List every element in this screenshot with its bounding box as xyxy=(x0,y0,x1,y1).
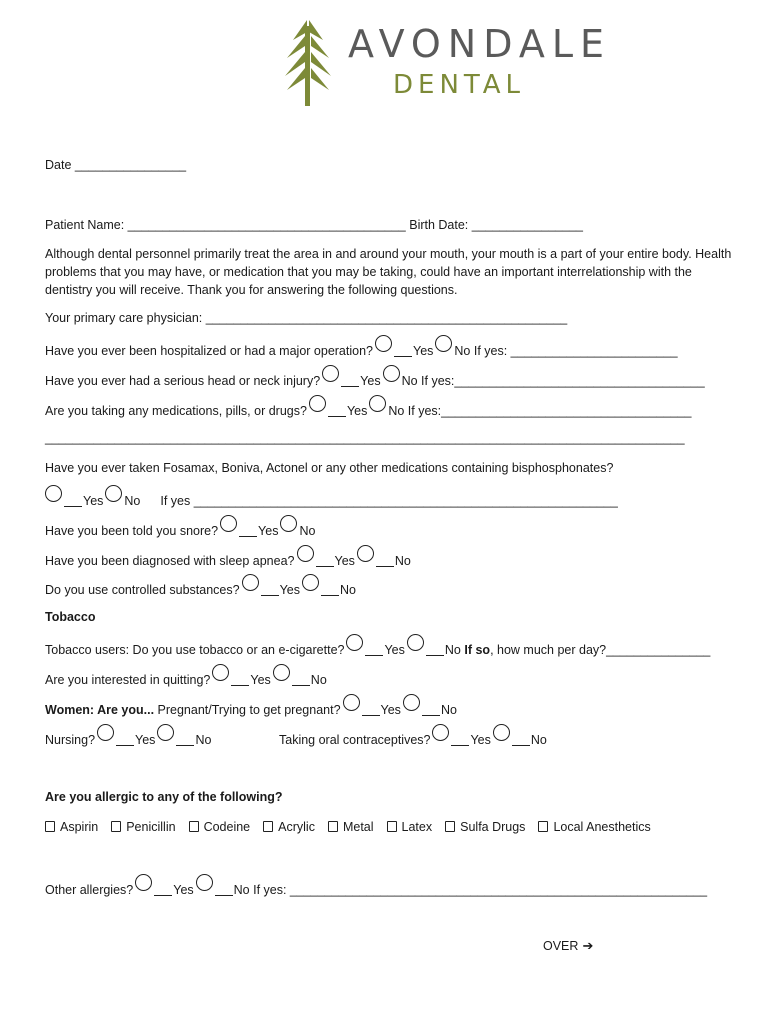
allergy-heading: Are you allergic to any of the following? xyxy=(45,790,283,804)
yes-label: Yes xyxy=(250,673,271,687)
allergy-label: Codeine xyxy=(203,820,251,834)
quitting-yes-radio[interactable] xyxy=(212,664,229,681)
medications-extra-line[interactable]: ____________________________________________________________________________________________ xyxy=(45,431,685,445)
snore-yes-radio[interactable] xyxy=(220,515,237,532)
checkbox[interactable] xyxy=(263,821,273,832)
blank-line xyxy=(292,673,310,686)
question-hospitalized-no-text: No If yes: ________________________ xyxy=(454,344,678,358)
blank-line xyxy=(328,404,346,417)
question-snore-text: Have you been told you snore? xyxy=(45,524,219,538)
checkbox[interactable] xyxy=(189,821,199,832)
other-allergies-yes-radio[interactable] xyxy=(135,874,152,891)
no-label: No xyxy=(310,673,327,687)
yes-label: Yes xyxy=(384,643,405,657)
blank-line xyxy=(341,374,359,387)
yes-label: Yes xyxy=(258,524,279,538)
blank-line xyxy=(451,733,469,746)
tobacco-yes-radio[interactable] xyxy=(346,634,363,651)
blank-line xyxy=(64,494,82,507)
blank-line xyxy=(261,583,279,596)
allergy-option-penicillin[interactable] xyxy=(111,820,175,834)
blank-line xyxy=(394,344,412,357)
pine-tree-icon xyxy=(283,18,333,108)
checkbox[interactable] xyxy=(45,821,55,832)
hospitalized-no-radio[interactable] xyxy=(435,335,452,352)
over-indicator xyxy=(543,938,593,954)
yes-label: Yes xyxy=(413,344,434,358)
blank-line xyxy=(176,733,194,746)
no-label: No xyxy=(530,733,547,747)
bisphosphonates-no-radio[interactable] xyxy=(105,485,122,502)
sleep-apnea-no-radio[interactable] xyxy=(357,545,374,562)
tobacco-per-day: , how much per day?_______________ xyxy=(490,643,711,657)
no-label: No xyxy=(124,494,141,508)
contraceptives-no-radio[interactable] xyxy=(493,724,510,741)
sleep-apnea-yes-radio[interactable] xyxy=(297,545,314,562)
logo-word-avondale: AVONDALE xyxy=(348,22,611,66)
medications-no-radio[interactable] xyxy=(369,395,386,412)
question-nursing xyxy=(45,730,211,747)
question-sleep-apnea xyxy=(45,551,411,568)
question-medications xyxy=(45,401,691,418)
blank-line xyxy=(422,703,440,716)
question-pregnant-text: Pregnant/Trying to get pregnant? xyxy=(157,703,341,717)
allergy-label: Metal xyxy=(342,820,374,834)
allergy-option-sulfa-drugs[interactable] xyxy=(445,820,525,834)
no-label: No xyxy=(444,643,461,657)
quitting-no-radio[interactable] xyxy=(273,664,290,681)
allergy-label: Sulfa Drugs xyxy=(460,820,526,834)
question-head-injury-text: Have you ever had a serious head or neck injury? xyxy=(45,374,321,388)
nursing-no-radio[interactable] xyxy=(157,724,174,741)
question-controlled-substances-text: Do you use controlled substances? xyxy=(45,583,240,597)
other-allergies-no-text: No If yes: ____________________________________________________________ xyxy=(233,883,708,897)
allergy-option-local-anesthetics[interactable] xyxy=(538,820,650,834)
controlled-no-radio[interactable] xyxy=(302,574,319,591)
allergy-label: Penicillin xyxy=(126,820,176,834)
blank-line xyxy=(426,643,444,656)
yes-label: Yes xyxy=(346,404,368,418)
pregnant-yes-radio[interactable] xyxy=(343,694,360,711)
question-other-allergies-text: Other allergies? xyxy=(45,883,134,897)
yes-label: Yes xyxy=(360,374,381,388)
bisphosphonates-answer xyxy=(45,491,618,508)
patient-name-line[interactable] xyxy=(45,218,583,232)
yes-label: Yes xyxy=(135,733,156,747)
allergy-label: Latex xyxy=(401,820,433,834)
question-quitting xyxy=(45,670,327,687)
checkbox[interactable] xyxy=(445,821,455,832)
tobacco-heading: Tobacco xyxy=(45,610,96,624)
question-sleep-apnea-text: Have you been diagnosed with sleep apnea? xyxy=(45,554,295,568)
allergy-option-metal[interactable] xyxy=(328,820,374,834)
logo-word-dental: DENTAL xyxy=(393,70,526,100)
hospitalized-yes-radio[interactable] xyxy=(375,335,392,352)
question-nursing-text: Nursing? xyxy=(45,733,96,747)
blank-line xyxy=(365,643,383,656)
avondale-dental-logo xyxy=(283,18,611,110)
blank-line xyxy=(512,733,530,746)
question-tobacco-text: Tobacco users: Do you use tobacco or an e-cigarette? xyxy=(45,643,345,657)
women-label: Women: Are you... xyxy=(45,703,155,717)
blank-line xyxy=(116,733,134,746)
question-snore xyxy=(45,521,315,538)
question-quitting-text: Are you interested in quitting? xyxy=(45,673,211,687)
question-head-injury xyxy=(45,371,705,388)
arrow-right-icon: ➔ xyxy=(582,938,594,953)
date-label: Date ________________ xyxy=(45,158,187,172)
blank-line xyxy=(376,554,394,567)
allergy-checkbox-row xyxy=(45,820,651,834)
medications-yes-radio[interactable] xyxy=(309,395,326,412)
tobacco-no-radio[interactable] xyxy=(407,634,424,651)
patient-name-label: Patient Name: ________________________________________ Birth Date: ________________ xyxy=(45,218,583,232)
allergy-option-aspirin[interactable] xyxy=(45,820,98,834)
no-label: No xyxy=(339,583,356,597)
allergy-option-latex[interactable] xyxy=(387,820,433,834)
question-contraceptives-text: Taking oral contraceptives? xyxy=(279,733,431,747)
yes-label: Yes xyxy=(470,733,491,747)
yes-label: Yes xyxy=(279,583,300,597)
intro-paragraph: Although dental personnel primarily treat the area in and around your mouth, your mouth is a part of your entire body. Health problems that you may have, or medication that you may be taking, could have an important interrelationship with the dentistry you will receive. Thank you for answering the following questions. xyxy=(45,247,732,297)
allergy-label: Aspirin xyxy=(60,820,99,834)
blank-line xyxy=(239,524,257,537)
allergy-option-codeine[interactable] xyxy=(189,820,251,834)
physician-line[interactable] xyxy=(45,311,567,325)
question-head-injury-no-text: No If yes:____________________________________ xyxy=(401,374,705,388)
controlled-yes-radio[interactable] xyxy=(242,574,259,591)
yes-label: Yes xyxy=(173,883,194,897)
head-injury-no-radio[interactable] xyxy=(383,365,400,382)
question-contraceptives xyxy=(279,730,547,747)
checkbox[interactable] xyxy=(328,821,338,832)
checkbox[interactable] xyxy=(387,821,397,832)
question-medications-no-text: No If yes:____________________________________ xyxy=(388,404,692,418)
head-injury-yes-radio[interactable] xyxy=(322,365,339,382)
no-label: No xyxy=(440,703,457,717)
question-tobacco xyxy=(45,640,710,657)
no-label: No xyxy=(195,733,212,747)
checkbox[interactable] xyxy=(538,821,548,832)
blank-line xyxy=(362,703,380,716)
blank-line xyxy=(321,583,339,596)
blank-line xyxy=(231,673,249,686)
bisphosphonates-yes-radio[interactable] xyxy=(45,485,62,502)
date-line[interactable] xyxy=(45,158,186,172)
question-hospitalized-text: Have you ever been hospitalized or had a major operation? xyxy=(45,344,373,358)
physician-label: Your primary care physician: ____________________________________________________ xyxy=(45,311,568,325)
over-label: OVER xyxy=(543,939,579,953)
question-other-allergies xyxy=(45,880,707,897)
contraceptives-yes-radio[interactable] xyxy=(432,724,449,741)
yes-label: Yes xyxy=(334,554,355,568)
checkbox[interactable] xyxy=(111,821,121,832)
no-label: No xyxy=(394,554,411,568)
allergy-option-acrylic[interactable] xyxy=(263,820,315,834)
question-pregnant xyxy=(45,700,457,717)
snore-no-radio[interactable] xyxy=(280,515,297,532)
question-medications-text: Are you taking any medications, pills, or drugs? xyxy=(45,404,307,418)
blank-line xyxy=(154,883,172,896)
blank-line xyxy=(215,883,233,896)
other-allergies-no-radio[interactable] xyxy=(196,874,213,891)
no-label: No xyxy=(299,524,316,538)
question-controlled-substances xyxy=(45,580,356,597)
allergy-label: Acrylic xyxy=(278,820,315,834)
yes-label: Yes xyxy=(83,494,104,508)
tobacco-if-so: If so xyxy=(464,643,491,657)
nursing-yes-radio[interactable] xyxy=(97,724,114,741)
yes-label: Yes xyxy=(380,703,401,717)
question-bisphosphonates: Have you ever taken Fosamax, Boniva, Actonel or any other medications containing bisphosphonates? xyxy=(45,461,614,475)
pregnant-no-radio[interactable] xyxy=(403,694,420,711)
allergy-label: Local Anesthetics xyxy=(553,820,651,834)
blank-line xyxy=(316,554,334,567)
bisphosphonates-if-yes: If yes _____________________________________________________________ xyxy=(160,494,618,508)
question-hospitalized xyxy=(45,341,678,358)
